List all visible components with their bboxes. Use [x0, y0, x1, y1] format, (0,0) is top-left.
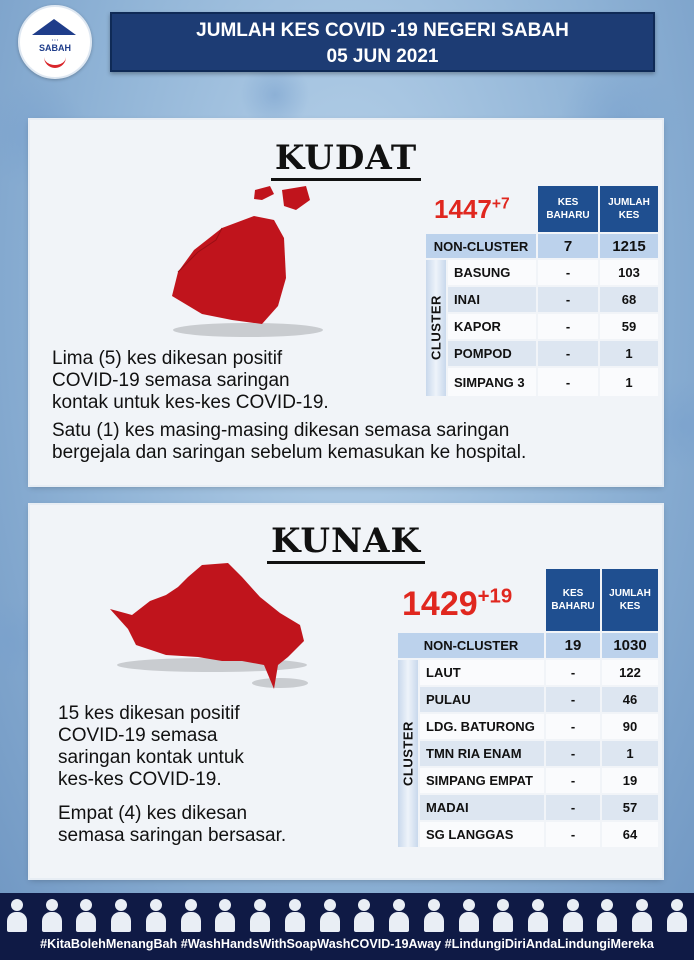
cluster-new: -	[538, 368, 598, 396]
cluster-total: 1	[600, 368, 658, 396]
cluster-new: -	[546, 660, 600, 685]
title-date: 05 JUN 2021	[326, 46, 439, 67]
kunak-case-table	[396, 567, 660, 849]
kunak-panel	[30, 505, 662, 878]
person-icon	[666, 899, 688, 933]
non-cluster-total: 1215	[600, 234, 658, 258]
col-header-new: KES BAHARU	[538, 186, 598, 232]
kudat-panel	[30, 120, 662, 485]
district-name: KUNAK	[30, 521, 662, 561]
cluster-new: -	[546, 768, 600, 793]
kudat-map	[158, 180, 338, 340]
non-cluster-new: 7	[538, 234, 598, 258]
cluster-total: 90	[602, 714, 658, 739]
person-icon	[180, 899, 202, 933]
person-icon	[423, 899, 445, 933]
hashtags: #KitaBolehMenangBah #WashHandsWithSoapWashCOVID-19Away #LindungiDiriAndaLindungiMereka	[40, 937, 654, 951]
district-name: KUDAT	[30, 138, 662, 178]
non-cluster-new: 19	[546, 633, 600, 658]
cluster-new: -	[546, 795, 600, 820]
non-cluster-label: NON-CLUSTER	[398, 633, 544, 658]
cluster-new: -	[546, 741, 600, 766]
cluster-name: SIMPANG 3	[448, 368, 536, 396]
person-icon	[596, 899, 618, 933]
person-icon	[41, 899, 63, 933]
cluster-name: POMPOD	[448, 341, 536, 366]
cluster-name: INAI	[448, 287, 536, 312]
person-icon	[75, 899, 97, 933]
kunak-description-extra: Empat (4) kes dikesan semasa saringan bersasar.	[58, 803, 287, 846]
logo-text: SABAH	[38, 43, 71, 53]
cluster-total: 68	[600, 287, 658, 312]
cluster-total: 1	[602, 741, 658, 766]
cluster-total: 19	[602, 768, 658, 793]
sabah-logo: • • • SABAH	[18, 5, 92, 79]
cluster-name: KAPOR	[448, 314, 536, 339]
person-icon	[492, 899, 514, 933]
person-icon	[527, 899, 549, 933]
cluster-total: 46	[602, 687, 658, 712]
kunak-total: $1429^{+19}$	[402, 585, 513, 623]
kunak-description: 15 kes dikesan positif COVID-19 semasa saringan kontak untuk kes-kes COVID-19.	[58, 703, 244, 790]
person-icon	[145, 899, 167, 933]
cluster-new: -	[546, 714, 600, 739]
cluster-name: MADAI	[420, 795, 544, 820]
cluster-name: TMN RIA ENAM	[420, 741, 544, 766]
cluster-total: 57	[602, 795, 658, 820]
non-cluster-label: NON-CLUSTER	[426, 234, 536, 258]
cluster-label: CLUSTER	[426, 260, 446, 396]
col-header-total: JUMLAH KES	[600, 186, 658, 232]
cluster-total: 103	[600, 260, 658, 285]
cluster-name: LDG. BATURONG	[420, 714, 544, 739]
frontliner-icons	[6, 899, 688, 935]
kudat-description: Lima (5) kes dikesan positif COVID-19 semasa saringan kontak untuk kes-kes COVID-19.	[52, 348, 329, 413]
col-header-total: JUMLAH KES	[602, 569, 658, 631]
cluster-new: -	[538, 314, 598, 339]
person-icon	[353, 899, 375, 933]
footer-banner	[0, 893, 694, 960]
cluster-label: CLUSTER	[398, 660, 418, 847]
person-icon	[249, 899, 271, 933]
page-title	[110, 12, 655, 72]
person-icon	[319, 899, 341, 933]
cluster-new: -	[538, 341, 598, 366]
kunak-map	[102, 557, 312, 697]
cluster-new: -	[546, 822, 600, 847]
cluster-total: 59	[600, 314, 658, 339]
cluster-name: SG LANGGAS	[420, 822, 544, 847]
cluster-name: PULAU	[420, 687, 544, 712]
kudat-total: $1447^{+7}$	[434, 194, 510, 224]
non-cluster-total: 1030	[602, 633, 658, 658]
cluster-new: -	[538, 260, 598, 285]
person-icon	[284, 899, 306, 933]
cluster-name: SIMPANG EMPAT	[420, 768, 544, 793]
person-icon	[214, 899, 236, 933]
person-icon	[6, 899, 28, 933]
kudat-description-extra: Satu (1) kes masing-masing dikesan semasa saringan bergejala dan saringan sebelum kemasukan ke hospital.	[52, 420, 527, 463]
col-header-new: KES BAHARU	[546, 569, 600, 631]
person-icon	[110, 899, 132, 933]
cluster-new: -	[546, 687, 600, 712]
cluster-new: -	[538, 287, 598, 312]
cluster-name: LAUT	[420, 660, 544, 685]
person-icon	[562, 899, 584, 933]
kudat-case-table	[424, 184, 660, 398]
title-line-1: JUMLAH KES COVID -19 NEGERI SABAH	[196, 20, 569, 41]
person-icon	[458, 899, 480, 933]
cluster-total: 122	[602, 660, 658, 685]
cluster-name: BASUNG	[448, 260, 536, 285]
person-icon	[388, 899, 410, 933]
cluster-total: 64	[602, 822, 658, 847]
person-icon	[631, 899, 653, 933]
cluster-total: 1	[600, 341, 658, 366]
